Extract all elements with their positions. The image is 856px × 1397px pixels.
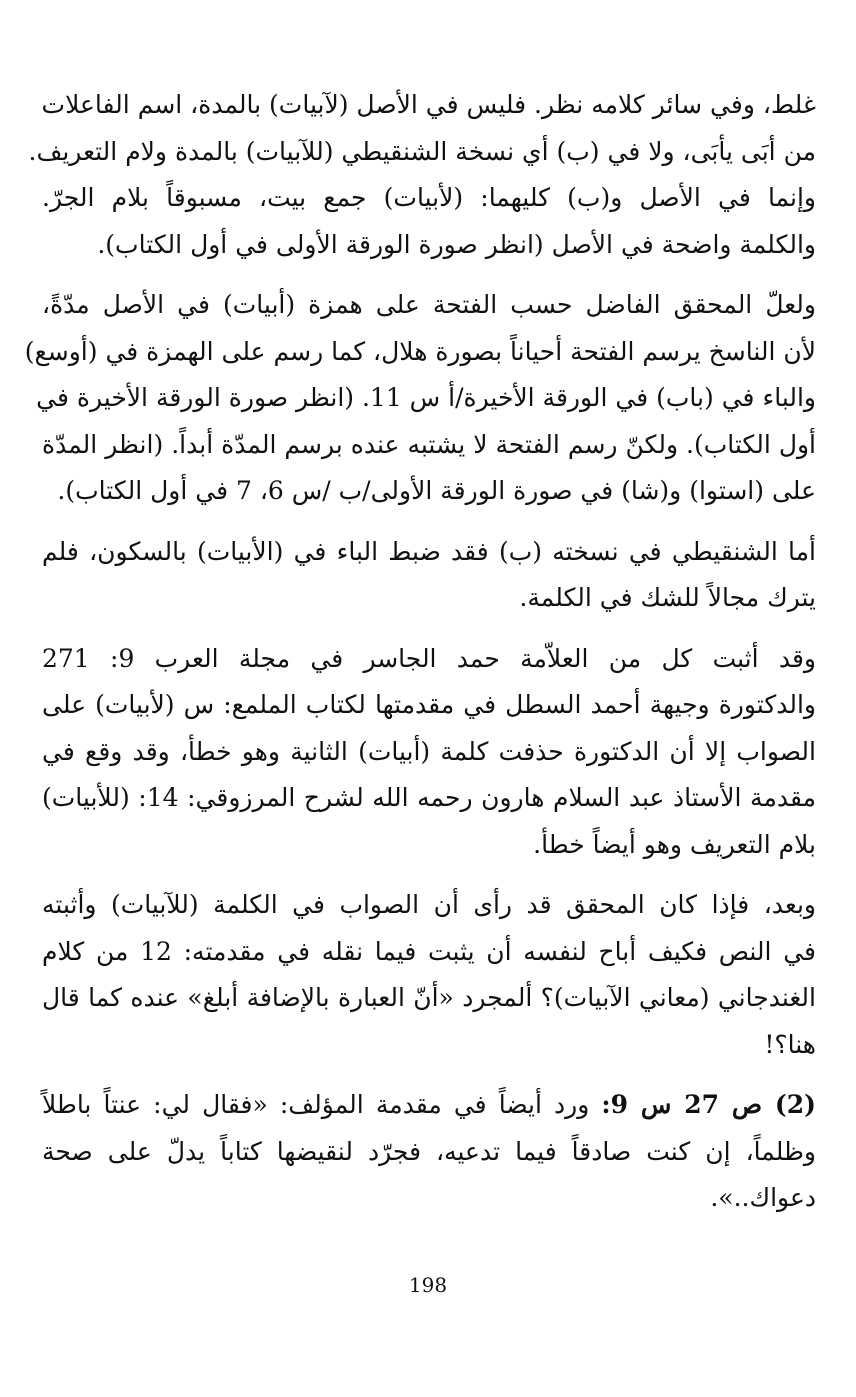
text-line: وقد أثبت كل من العلاّمة حمد الجاسر في مجلة العرب 9: 271 — [42, 643, 816, 673]
paragraph-6 — [42, 1082, 816, 1222]
text-line: والدكتورة وجيهة أحمد السطل في مقدمتها لكتاب الملمع: س (لأبيات) على — [42, 690, 816, 719]
note-reference: (2) ص 27 س 9: — [601, 1090, 816, 1119]
text-line: أما الشنقيطي في نسخته (ب) فقد ضبط الباء في (الأبيات) بالسكون، فلم — [42, 536, 816, 566]
text-line: لأن الناسخ يرسم الفتحة أحياناً بصورة هلال، كما رسم على الهمزة في (أوسع) — [24, 336, 816, 366]
text-line: من أبَى يأبَى، ولا في (ب) أي نسخة الشنقيطي (للآبيات) بالمدة ولام التعريف. — [28, 136, 816, 166]
text-line: وظلماً، إن كنت صادقاً فيما تدعيه، فجرّد لنقيضها كتاباً يدلّ على صحة — [42, 1136, 817, 1166]
text-line: مقدمة الأستاذ عبد السلام هارون رحمه الله لشرح المرزوقي: 14: (للأبيات) — [42, 783, 816, 812]
text-line: وإنما في الأصل و(ب) كليهما: (لأبيات) جمع بيت، مسبوقاً بلام الجرّ. — [42, 183, 816, 212]
text-line: في النص فكيف أباح لنفسه أن يثبت فيما نقله في مقدمته: 12 من كلام — [42, 936, 816, 966]
text-line: ولعلّ المحقق الفاضل حسب الفتحة على همزة (أبيات) في الأصل مدّةً، — [42, 290, 816, 319]
text-line: وبعد، فإذا كان المحقق قد رأى أن الصواب في الكلمة (للآبيات) وأثبته — [42, 890, 816, 919]
text-line: أول الكتاب). ولكنّ رسم الفتحة لا يشتبه عنده برسم المدّة أبداً. (انظر المدّة — [42, 429, 816, 459]
text-line: على (استوا) و(شا) في صورة الورقة الأولى/ب /س 6، 7 في أول الكتاب). — [57, 476, 816, 505]
page-number: 198 — [408, 1273, 448, 1297]
paragraph-2 — [24, 282, 816, 515]
text-fragment: ورد أيضاً في مقدمة المؤلف: «فقال لي: عنتاً باطلاً — [42, 1090, 590, 1119]
paragraph-4 — [42, 636, 816, 869]
text-line: غلط، وفي سائر كلامه نظر. فليس في الأصل (لآبيات) بالمدة، اسم الفاعلات — [41, 90, 816, 119]
page-body — [24, 82, 817, 1222]
text-line: والباء في (باب) في الورقة الأخيرة/أ س 11. (انظر صورة الورقة الأخيرة في — [36, 383, 816, 412]
text-line: دعواك..». — [710, 1183, 816, 1212]
text-line: الصواب إلا أن الدكتورة حذفت كلمة (أبيات) الثانية وهو خطأ، وقد وقع في — [42, 736, 816, 766]
text-line: والكلمة واضحة في الأصل (انظر صورة الورقة الأولى في أول الكتاب). — [97, 229, 816, 259]
text-line: بلام التعريف وهو أيضاً خطأ. — [533, 829, 816, 859]
paragraph-5 — [42, 882, 816, 1068]
paragraph-3 — [42, 529, 816, 622]
text-line: هنا؟! — [764, 1029, 816, 1059]
paragraph-1 — [28, 82, 816, 268]
text-line: الغندجاني (معاني الآبيات)؟ ألمجرد «أنّ العبارة بالإضافة أبلغ» عنده كما قال — [42, 983, 816, 1012]
text-line — [42, 1082, 816, 1129]
text-line: يترك مجالاً للشك في الكلمة. — [519, 583, 816, 612]
